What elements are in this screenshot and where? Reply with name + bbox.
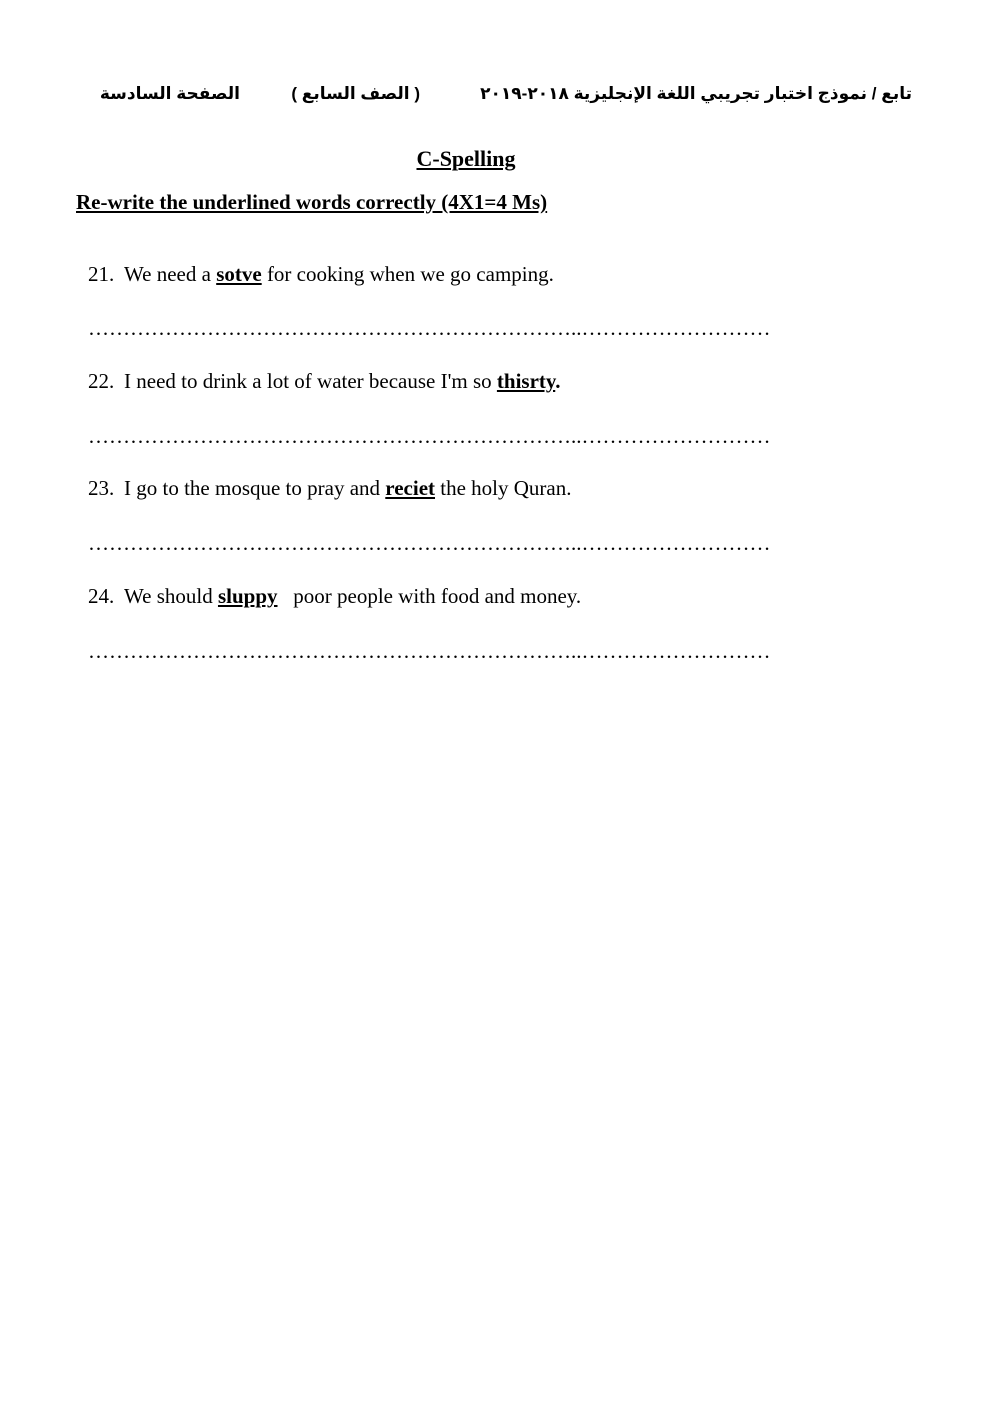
question-number: 22. — [88, 369, 115, 393]
question-text-after: for cooking when we go camping. — [261, 262, 554, 286]
misspelled-word: thisrty — [496, 369, 556, 393]
section-title: C-Spelling — [416, 146, 516, 171]
question-number: 23. — [88, 476, 115, 500]
answer-line-24[interactable]: ……………………………………………………………..……………………… — [88, 639, 771, 663]
misspelled-word: sotve — [216, 262, 262, 286]
answer-line-23[interactable]: ……………………………………………………………..……………………… — [88, 531, 771, 555]
misspelled-word: sluppy — [217, 584, 278, 608]
question-text-before: I go to the mosque to pray and — [124, 476, 386, 500]
question-text-before: I need to drink a lot of water because I'm so — [124, 369, 497, 393]
grade-label: ( الصف السابع ) — [291, 84, 420, 103]
question-text-after: the holy Quran. — [435, 476, 572, 500]
page-number-label: الصفحة السادسة — [99, 84, 240, 103]
question-22 — [88, 369, 561, 394]
question-text-after: poor people with food and money. — [277, 584, 582, 608]
question-number: 21. — [88, 262, 115, 286]
question-text-before: We need a — [124, 262, 217, 286]
question-21 — [88, 262, 554, 287]
section-instructions: Re-write the underlined words correctly (4X1=4 Ms) — [76, 190, 548, 214]
question-23 — [88, 476, 572, 501]
answer-line-21[interactable]: ……………………………………………………………..……………………… — [88, 316, 771, 340]
exam-title: تابع / نموذج اختبار تجريبي اللغة الإنجليزية ٢٠١٨-٢٠١٩ — [480, 84, 912, 103]
misspelled-word: reciet — [385, 476, 436, 500]
question-number: 24. — [88, 584, 115, 608]
question-text-after: . — [555, 369, 561, 393]
page-header — [99, 84, 912, 110]
question-24 — [88, 584, 581, 609]
answer-line-22[interactable]: ……………………………………………………………..……………………… — [88, 424, 771, 448]
question-text-before: We should — [124, 584, 218, 608]
